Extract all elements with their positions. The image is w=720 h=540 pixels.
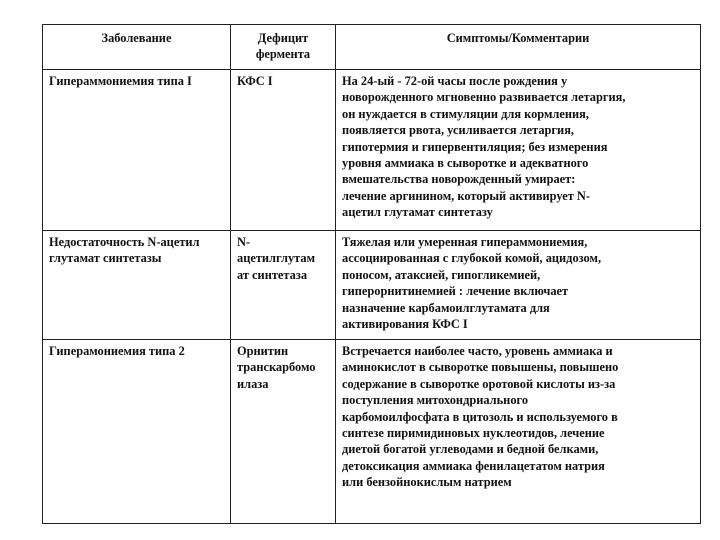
cell-text-line: гипотермия и гипервентиляция; без измерения [342,139,608,154]
cell-text-line: N- [237,235,251,249]
cell-text-line: КФС I [237,74,273,88]
table-row [43,70,701,231]
cell-text-line: ат синтетаза [237,267,308,282]
disease-cell [43,231,231,340]
cell-text-line: назначение карбамоилглутамата для [342,300,550,315]
cell-text-line: он нуждается в стимуляции для кормления, [342,106,589,121]
disease-table [42,24,701,524]
cell-text-line: Гипераммониемия типа I [49,74,192,88]
cell-text-line: лечение аргинином, который активирует N- [342,188,590,203]
cell-text-line: поступления митохондриального [342,393,529,408]
cell-text-line: транскарбомо [237,360,316,375]
cell-text-line: ацетил глутамат синтетазу [342,205,493,220]
comments-cell [336,231,701,340]
header-enzyme-line: фермента [255,47,311,62]
cell-text-line: Гиперамониемия типа 2 [49,344,185,358]
cell-text-line: новорожденного мгновенно развивается летаргия, [342,90,626,105]
comments-cell [336,70,701,231]
cell-text-line: или бензойнокислым натрием [342,475,512,490]
cell-text-line: На 24-ый - 72-ой часы после рождения у [342,74,568,88]
enzyme-cell [231,70,336,231]
cell-text-line: карбомоилфосфата в цитозоль и используемого в [342,409,618,424]
cell-text-line: содержание в сыворотке оротовой кислоты из-за [342,376,616,391]
header-comments: Симптомы/Комментарии [336,25,701,70]
table-header-row [43,25,701,70]
disease-cell [43,70,231,231]
header-enzyme-line: Дефицит [257,31,309,45]
enzyme-cell [231,231,336,340]
table-row [43,340,701,524]
cell-text-line: ацетилглутам [237,251,316,266]
header-disease: Заболевание [43,25,231,70]
cell-text-line: Орнитин [237,344,289,358]
cell-text-line: детоксикация аммиака фенилацетатом натрия [342,458,605,473]
cell-text-line: аминокислот в сыворотке повышены, повышено [342,360,619,375]
header-enzyme [231,25,336,70]
enzyme-cell [231,340,336,524]
cell-text-line: уровня аммиака в сыворотке и адекватного [342,156,589,171]
comments-cell [336,340,701,524]
cell-text-line: диетой богатой углеводами и бедной белками, [342,442,599,457]
cell-text-line: вмешательства новорожденный умирает: [342,172,576,187]
disease-cell [43,340,231,524]
cell-text-line: илаза [237,376,269,391]
cell-text-line: Тяжелая или умеренная гипераммониемия, [342,235,588,249]
cell-text-line: Недостаточность N-ацетил [49,235,200,249]
cell-text-line: активирования КФС I [342,317,468,332]
cell-text-line: появляется рвота, усиливается летаргия, [342,123,574,138]
cell-text-line: поносом, атаксией, гипогликемией, [342,267,541,282]
cell-text-line: гиперорнитинемией : лечение включает [342,284,569,299]
cell-text-line: ассоциированная с глубокой комой, ацидозом, [342,251,602,266]
cell-text-line: Встречается наиболее часто, уровень аммиака и [342,344,613,358]
cell-text-line: глутамат синтетазы [49,251,162,266]
cell-text-line: синтезе пиримидиновых нуклеотидов, лечение [342,426,605,441]
table-row [43,231,701,340]
